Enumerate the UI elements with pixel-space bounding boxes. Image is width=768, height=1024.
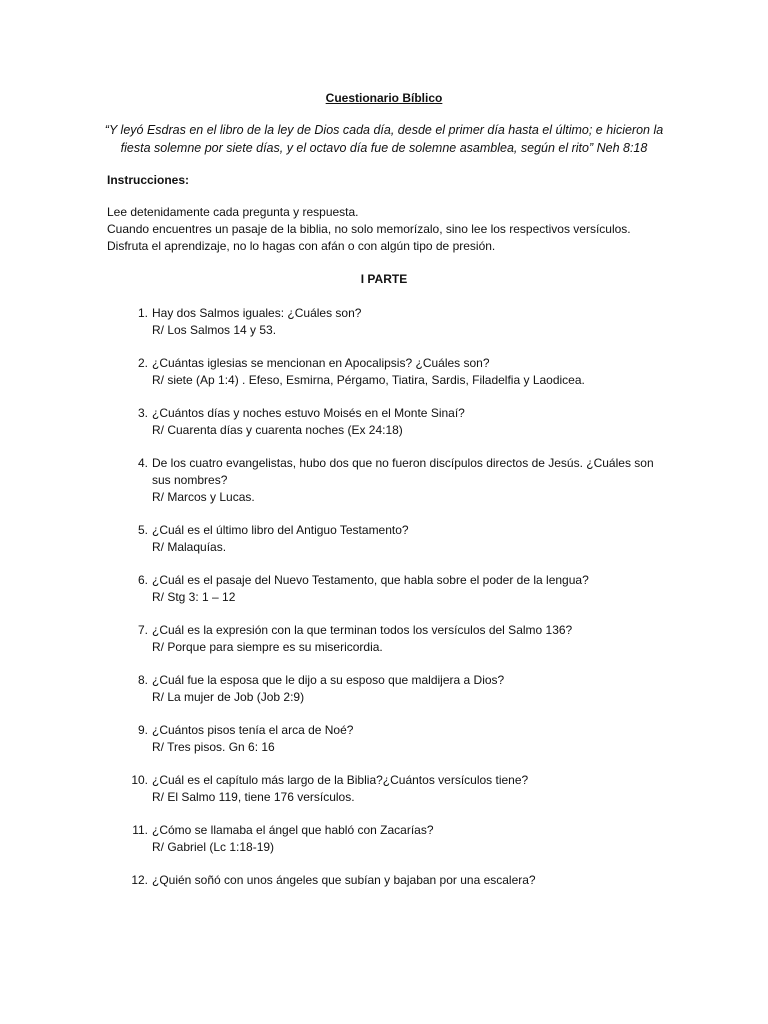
question-text: ¿Cuál es el último libro del Antiguo Testamento?	[152, 523, 409, 537]
question-text: ¿Quién soñó con unos ángeles que subían y bajaban por una escalera?	[152, 873, 536, 887]
question-number: 11.	[132, 823, 148, 837]
instruction-line: Cuando encuentres un pasaje de la biblia, no solo memorízalo, sino lee los respectivos versículos.	[107, 222, 631, 236]
question-number: 12.	[131, 873, 148, 887]
question-number: 5.	[137, 523, 148, 537]
answer-text: R/ Malaquías.	[152, 540, 227, 554]
list-item	[128, 572, 668, 606]
question-text: ¿Cuántos días y noches estuvo Moisés en el Monte Sinaí?	[152, 406, 465, 420]
answer-text: R/ La mujer de Job (Job 2:9)	[152, 690, 305, 704]
instructions-text	[107, 204, 707, 255]
question-text: ¿Cuál es el capítulo más largo de la Biblia?¿Cuántos versículos tiene?	[152, 773, 529, 787]
question-number: 10.	[131, 773, 148, 787]
question-text: ¿Cuántas iglesias se mencionan en Apocalipsis? ¿Cuáles son?	[152, 356, 490, 370]
instruction-line: Lee detenidamente cada pregunta y respuesta.	[107, 205, 359, 219]
part-heading: I PARTE	[360, 272, 408, 286]
list-item	[128, 455, 668, 506]
answer-text: R/ siete (Ap 1:4) . Efeso, Esmirna, Pérgamo, Tiatira, Sardis, Filadelfia y Laodicea.	[152, 373, 585, 387]
question-number: 4.	[137, 456, 148, 470]
question-text: Hay dos Salmos iguales: ¿Cuáles son?	[152, 306, 362, 320]
question-number: 7.	[137, 623, 148, 637]
list-item	[128, 722, 668, 756]
answer-text: R/ Cuarenta días y cuarenta noches (Ex 24:18)	[152, 423, 403, 437]
bible-quote: “Y leyó Esdras en el libro de la ley de Dios cada día, desde el primer día hasta el último; e hicieron la fiesta solemne por siete días, y el octavo día fue de solemne asamblea, según el rito” Neh 8:18	[104, 123, 664, 155]
answer-text: R/ Porque para siempre es su misericordia.	[152, 640, 383, 654]
answer-text: R/ Tres pisos. Gn 6: 16	[152, 740, 275, 754]
instruction-line: Disfruta el aprendizaje, no lo hagas con afán o con algún tipo de presión.	[107, 239, 496, 253]
list-item	[128, 622, 668, 656]
list-item	[128, 305, 668, 339]
question-number: 9.	[137, 723, 148, 737]
question-text: ¿Cuál es la expresión con la que terminan todos los versículos del Salmo 136?	[152, 623, 573, 637]
instructions-heading: Instrucciones:	[107, 173, 190, 187]
question-number: 1.	[137, 306, 148, 320]
question-number: 3.	[137, 406, 148, 420]
list-item	[128, 405, 668, 439]
list-item	[128, 872, 668, 889]
question-number: 2.	[137, 356, 148, 370]
answer-text: R/ Los Salmos 14 y 53.	[152, 323, 277, 337]
question-text: ¿Cuál fue la esposa que le dijo a su esposo que maldijera a Dios?	[152, 673, 505, 687]
answer-text: R/ Stg 3: 1 – 12	[152, 590, 236, 604]
list-item	[128, 822, 668, 856]
question-number: 6.	[137, 573, 148, 587]
answer-text: R/ El Salmo 119, tiene 176 versículos.	[152, 790, 355, 804]
list-item	[128, 672, 668, 706]
list-item	[128, 522, 668, 556]
question-text: De los cuatro evangelistas, hubo dos que no fueron discípulos directos de Jesús. ¿Cuáles son sus nombres?	[152, 456, 654, 487]
list-item	[128, 355, 668, 389]
question-text: ¿Cuál es el pasaje del Nuevo Testamento, que habla sobre el poder de la lengua?	[152, 573, 589, 587]
document-title: Cuestionario Bíblico	[325, 91, 443, 105]
question-text: ¿Cómo se llamaba el ángel que habló con Zacarías?	[152, 823, 434, 837]
answer-text: R/ Gabriel (Lc 1:18-19)	[152, 840, 275, 854]
question-number: 8.	[137, 673, 148, 687]
answer-text: R/ Marcos y Lucas.	[152, 490, 255, 504]
question-text: ¿Cuántos pisos tenía el arca de Noé?	[152, 723, 354, 737]
list-item	[128, 772, 668, 806]
question-list	[128, 305, 668, 905]
